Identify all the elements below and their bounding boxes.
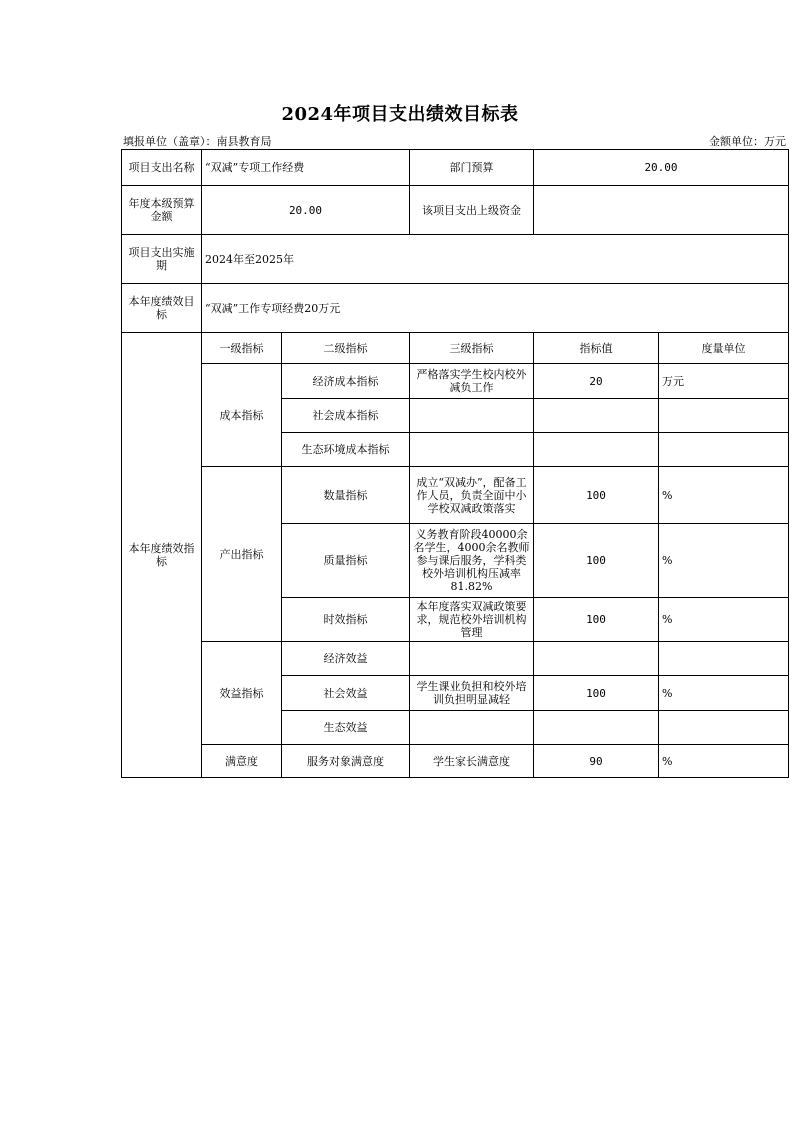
level2-cell: 生态环境成本指标 <box>282 433 410 467</box>
table-row <box>122 235 789 284</box>
column-header: 二级指标 <box>282 333 410 364</box>
table-row <box>122 642 789 676</box>
value-cell: 100 <box>534 676 659 711</box>
level3-cell: 成立“双减办”，配备工作人员，负责全面中小学校双减政策落实 <box>410 467 534 524</box>
column-header: 指标值 <box>534 333 659 364</box>
column-header: 三级指标 <box>410 333 534 364</box>
level2-cell: 经济成本指标 <box>282 364 410 399</box>
project-name-value: “双减”专项工作经费 <box>202 150 410 186</box>
value-cell <box>534 399 659 433</box>
level2-cell: 社会成本指标 <box>282 399 410 433</box>
unit-cell: % <box>659 598 789 642</box>
superior-funds-label: 该项目支出上级资金 <box>410 186 534 235</box>
level3-cell: 严格落实学生校内校外减负工作 <box>410 364 534 399</box>
level3-cell: 本年度落实双减政策要求，规范校外培训机构管理 <box>410 598 534 642</box>
value-cell: 100 <box>534 467 659 524</box>
table-row <box>122 284 789 333</box>
unit-cell: % <box>659 676 789 711</box>
unit-cell <box>659 399 789 433</box>
column-header: 度量单位 <box>659 333 789 364</box>
value-cell <box>534 711 659 745</box>
table-row <box>122 186 789 235</box>
unit-cell <box>659 433 789 467</box>
level3-cell: 义务教育阶段40000余名学生，4000余名教师参与课后服务，学科类校外培训机构压减率81.82% <box>410 524 534 598</box>
table-row <box>122 745 789 778</box>
column-header: 一级指标 <box>202 333 282 364</box>
unit-cell <box>659 642 789 676</box>
level2-cell: 生态效益 <box>282 711 410 745</box>
annual-goal-value: “双减”工作专项经费20万元 <box>202 284 789 333</box>
amount-unit: 金额单位：万元 <box>709 135 786 148</box>
level3-cell: 学生家长满意度 <box>410 745 534 778</box>
level2-cell: 服务对象满意度 <box>282 745 410 778</box>
indicator-section-label: 本年度绩效指标 <box>122 333 202 778</box>
performance-table <box>121 149 789 778</box>
dept-budget-label: 部门预算 <box>410 150 534 186</box>
level2-cell: 经济效益 <box>282 642 410 676</box>
table-row <box>122 150 789 186</box>
annual-budget-label: 年度本级预算金额 <box>122 186 202 235</box>
value-cell: 100 <box>534 524 659 598</box>
unit-cell: 万元 <box>659 364 789 399</box>
level3-cell <box>410 711 534 745</box>
value-cell: 20 <box>534 364 659 399</box>
annual-budget-value: 20.00 <box>202 186 410 235</box>
value-cell <box>534 642 659 676</box>
annual-goal-label: 本年度绩效目标 <box>122 284 202 333</box>
project-name-label: 项目支出名称 <box>122 150 202 186</box>
level1-cell: 满意度 <box>202 745 282 778</box>
period-value: 2024年至2025年 <box>202 235 789 284</box>
unit-cell: % <box>659 467 789 524</box>
table-row <box>122 467 789 524</box>
level2-cell: 时效指标 <box>282 598 410 642</box>
reporting-unit: 填报单位（盖章）：南县教育局 <box>123 135 272 148</box>
dept-budget-value: 20.00 <box>534 150 789 186</box>
level1-cell: 成本指标 <box>202 364 282 467</box>
superior-funds-value <box>534 186 789 235</box>
level3-cell <box>410 399 534 433</box>
page-title: 2024年项目支出绩效目标表 <box>281 104 519 125</box>
value-cell: 100 <box>534 598 659 642</box>
period-label: 项目支出实施期 <box>122 235 202 284</box>
unit-cell: % <box>659 524 789 598</box>
table-row <box>122 364 789 399</box>
value-cell: 90 <box>534 745 659 778</box>
level3-cell: 学生课业负担和校外培训负担明显减轻 <box>410 676 534 711</box>
table-row <box>122 333 789 364</box>
level1-cell: 效益指标 <box>202 642 282 745</box>
unit-cell: % <box>659 745 789 778</box>
value-cell <box>534 433 659 467</box>
level2-cell: 质量指标 <box>282 524 410 598</box>
level3-cell <box>410 642 534 676</box>
unit-cell <box>659 711 789 745</box>
level3-cell <box>410 433 534 467</box>
level2-cell: 社会效益 <box>282 676 410 711</box>
level2-cell: 数量指标 <box>282 467 410 524</box>
level1-cell: 产出指标 <box>202 467 282 642</box>
